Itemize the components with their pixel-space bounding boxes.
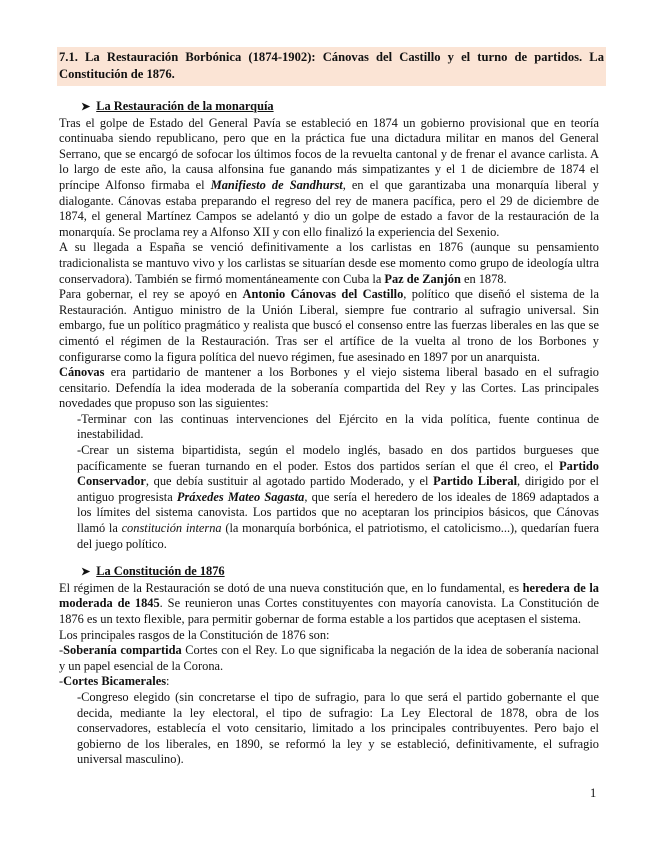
paragraph: Tras el golpe de Estado del General Pavía se estableció en 1874 un gobierno provisional que en teoría continuaba siendo republicano, pero que en la práctica fue una dictadura militar en manos del General Serrano, que se encargó de sofocar los últimos focos de la revuelta cantonal y de frenar el avance carlista. A lo largo de este año, la causa alfonsina fue ganando más simpatizantes y el 1 de diciembre de 1874 el príncipe Alfonso firmaba el Manifiesto de Sandhurst, en el que garantizaba una monarquía liberal y dialogante. Cánovas estaba preparando el regreso del rey de manera pacífica, pero el 29 de diciembre de 1874, el general Martínez Campos se adelantó y dio un golpe de estado a favor de la restauración de la monarquía. Se proclama rey a Alfonso XII y con ello finalizó la experiencia del Sexenio.	[59, 115, 599, 239]
list-item: -Terminar con las continuas intervenciones del Ejército en la vida política, fuente continua de inestabilidad.	[77, 411, 599, 442]
page-title: 7.1. La Restauración Borbónica (1874-1902): Cánovas del Castillo y el turno de partidos. La Constitución de 1876.	[57, 47, 606, 86]
section-heading-constitucion: ➤ La Constitución de 1876	[59, 564, 599, 581]
document-body	[59, 97, 599, 768]
page-number: 1	[590, 786, 597, 800]
paragraph: El régimen de la Restauración se dotó de una nueva constitución que, en lo fundamental, es heredera de la moderada de 1845. Se reunieron unas Cortes constituyentes con mayoría canovista. La Constitución de 1876 es un texto flexible, para permitir gobernar de forma estable a los partidos que aceptasen el sistema.	[59, 580, 599, 626]
list-item: -Congreso elegido (sin concretarse el tipo de sufragio, para lo que será el partido gobernante el que decida, mediante la ley electoral, el tipo de sufragio: La Ley Electoral de 1878, obra de los conservadores, establecía el voto censitario, limitado a los principales contribuyentes. Pero bajo el gobierno de los liberales, en 1890, se reformó la ley y se estableció, definitivamente, el sufragio universal masculino).	[77, 689, 599, 767]
paragraph: -Cortes Bicamerales:	[59, 674, 170, 689]
paragraph: Los principales rasgos de la Constitución de 1876 son:	[59, 627, 330, 642]
arrow-bullet-icon: ➤	[81, 566, 91, 579]
paragraph: -Soberanía compartida Cortes con el Rey. Lo que significaba la negación de la idea de soberanía nacional y un papel esencial de la Corona.	[59, 643, 599, 673]
arrow-bullet-icon: ➤	[81, 101, 91, 113]
list-item: -Crear un sistema bipartidista, según el modelo inglés, basado en dos partidos burgueses que pacíficamente se fueran turnando en el poder. Estos dos partidos serían el que él creo, el Partido Conservador, que debía sustituir al agotado partido Moderado, y el Partido Liberal, dirigido por el antiguo progresista Práxedes Mateo Sagasta, que sería el heredero de los ideales de 1869 adaptados a los límites del sistema canovista. Los partidos que no aceptaran los principios básicos, que Cánovas llamó la constitución interna (la monarquía borbónica, el patriotismo, el catolicismo...), quedarían fuera del juego político.	[77, 443, 599, 551]
paragraph: Para gobernar, el rey se apoyó en Antonio Cánovas del Castillo, político que diseñó el sistema de la Restauración. Antiguo ministro de la Unión Liberal, siempre fue contrario al sufragio universal. Sin embargo, fue un político pragmático y realista que buscó el consenso entre las fuerzas liberales en las que se cimentó el régimen de la Restauración. Tras ser el artífice de la vuelta al trono de los Borbones y configurarse como la figura política del nuevo régimen, fue asesinado en 1897 por un anarquista.	[59, 287, 600, 364]
section-heading-restauracion: ➤ La Restauración de la monarquía	[59, 99, 599, 116]
paragraph: A su llegada a España se venció definitivamente a los carlistas en 1876 (aunque su pensamiento tradicionalista se mantuvo vivo y los carlistas se situarían desde ese momento como grupo de ideología ultra conservadora). También se firmó momentáneamente con Cuba la Paz de Zanjón en 1878.	[59, 240, 599, 286]
paragraph: Cánovas era partidario de mantener a los Borbones y el viejo sistema liberal basado en el sufragio censitario. Defendía la idea moderada de la soberanía compartida del Rey y las Cortes. Las principales novedades que propuso son las siguientes:	[59, 365, 599, 411]
